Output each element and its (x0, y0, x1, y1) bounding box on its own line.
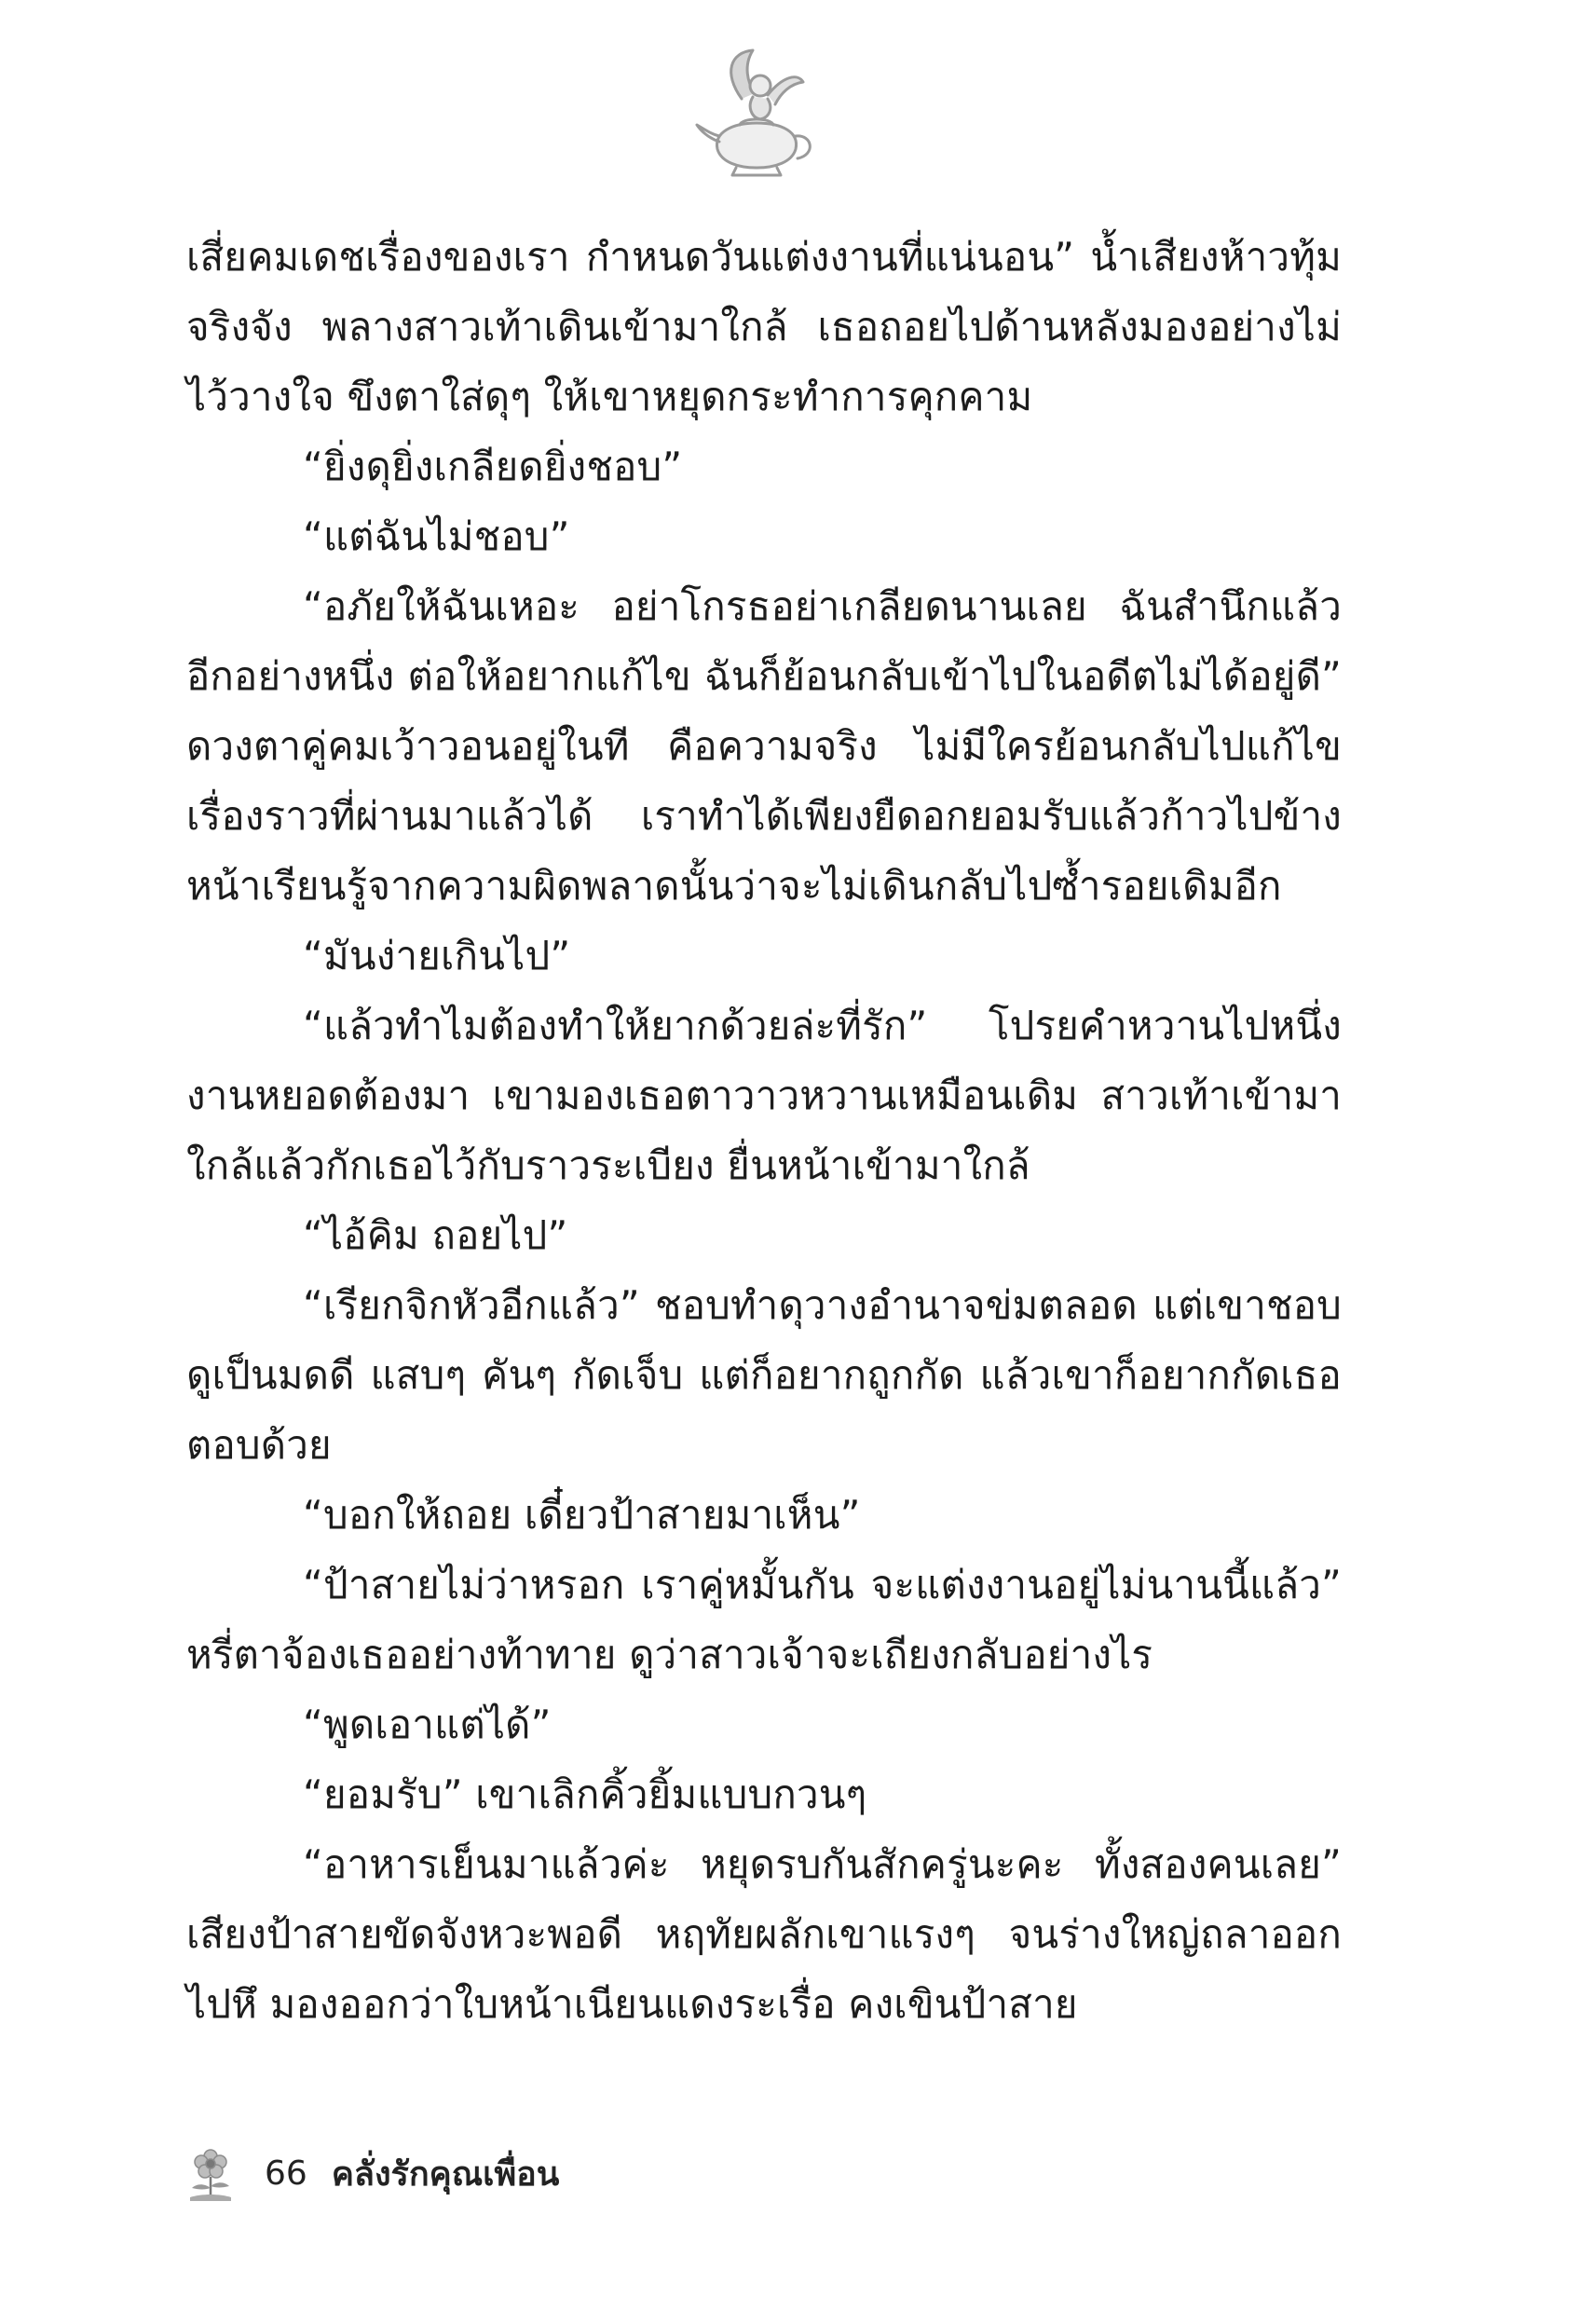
paragraph: “พูดเอาแต่ได้” (303, 1702, 552, 1747)
flower-icon (184, 2143, 237, 2203)
paragraph: “ยิ่งดุยิ่งเกลียดยิ่งชอบ” (303, 444, 683, 489)
paragraph: เสี่ยคมเดชเรื่องของเรา กำหนดวันแต่งงานที่แน่นอน” น้ำเสียงห้าวทุ้มจริงจัง พลางสาวเท้าเดินเข้ามาใกล้ เธอถอยไปด้านหลังมองอย่างไม่ไว้วางใจ ขึงตาใส่ดุๆ ให้เขาหยุดกระทำการคุกคาม (186, 234, 1342, 419)
book-title: คลั่งรักคุณเพื่อน (331, 2154, 560, 2194)
paragraph: “เรียกจิกหัวอีกแล้ว” ชอบทำดุวางอำนาจข่มตลอด แต่เขาชอบดูเป็นมดดี แสบๆ คันๆ กัดเจ็บ แต่ก็อยากถูกกัด แล้วเขาก็อยากกัดเธอตอบด้วย (186, 1282, 1342, 1468)
paragraph: “อาหารเย็นมาแล้วค่ะ หยุดรบกันสักครู่นะคะ ทั้งสองคนเลย” เสียงป้าสายขัดจังหวะพอดี หฤทัยผลักเขาแรงๆ จนร่างใหญ่ถลาออกไปหึ มองออกว่าใบหน้าเนียนแดงระเรื่อ คงเขินป้าสาย (186, 1841, 1342, 2027)
cherub-teapot-icon (686, 45, 825, 185)
paragraph: “บอกให้ถอย เดี๋ยวป้าสายมาเห็น” (303, 1492, 861, 1538)
body-text (186, 222, 1342, 2039)
paragraph: “ป้าสายไม่ว่าหรอก เราคู่หมั้นกัน จะแต่งงานอยู่ไม่นานนี้แล้ว” หรี่ตาจ้องเธออย่างท้าทาย ดูว่าสาวเจ้าจะเถียงกลับอย่างไร (186, 1562, 1342, 1677)
page-footer (184, 2143, 559, 2203)
page-number: 66 (265, 2154, 307, 2193)
paragraph: “อภัยให้ฉันเหอะ อย่าโกรธอย่าเกลียดนานเลย ฉันสำนึกแล้วอีกอย่างหนึ่ง ต่อให้อยากแก้ไข ฉันก็ย้อนกลับเข้าไปในอดีตไม่ได้อยู่ดี” ดวงตาคู่คมเว้าวอนอยู่ในที คือความจริง ไม่มีใครย้อนกลับไปแก้ไขเรื่องราวที่ผ่านมาแล้วได้ เราทำได้เพียงยืดอกยอมรับแล้วก้าวไปข้างหน้าเรียนรู้จากความผิดพลาดนั้นว่าจะไม่เดินกลับไปซ้ำรอยเดิมอีก (186, 583, 1342, 909)
paragraph: “ยอมรับ” เขาเลิกคิ้วยิ้มแบบกวนๆ (303, 1771, 867, 1817)
paragraph: “ไอ้คิม ถอยไป” (303, 1212, 568, 1258)
paragraph: “แล้วทำไมต้องทำให้ยากด้วยล่ะที่รัก” โปรยคำหวานไปหนึ่งงานหยอดต้องมา เขามองเธอตาวาวหวานเหมือนเดิม สาวเท้าเข้ามาใกล้แล้วกักเธอไว้กับราวระเบียง ยื่นหน้าเข้ามาใกล้ (186, 1003, 1342, 1188)
paragraph: “แต่ฉันไม่ชอบ” (303, 513, 570, 559)
paragraph: “มันง่ายเกินไป” (303, 933, 571, 978)
